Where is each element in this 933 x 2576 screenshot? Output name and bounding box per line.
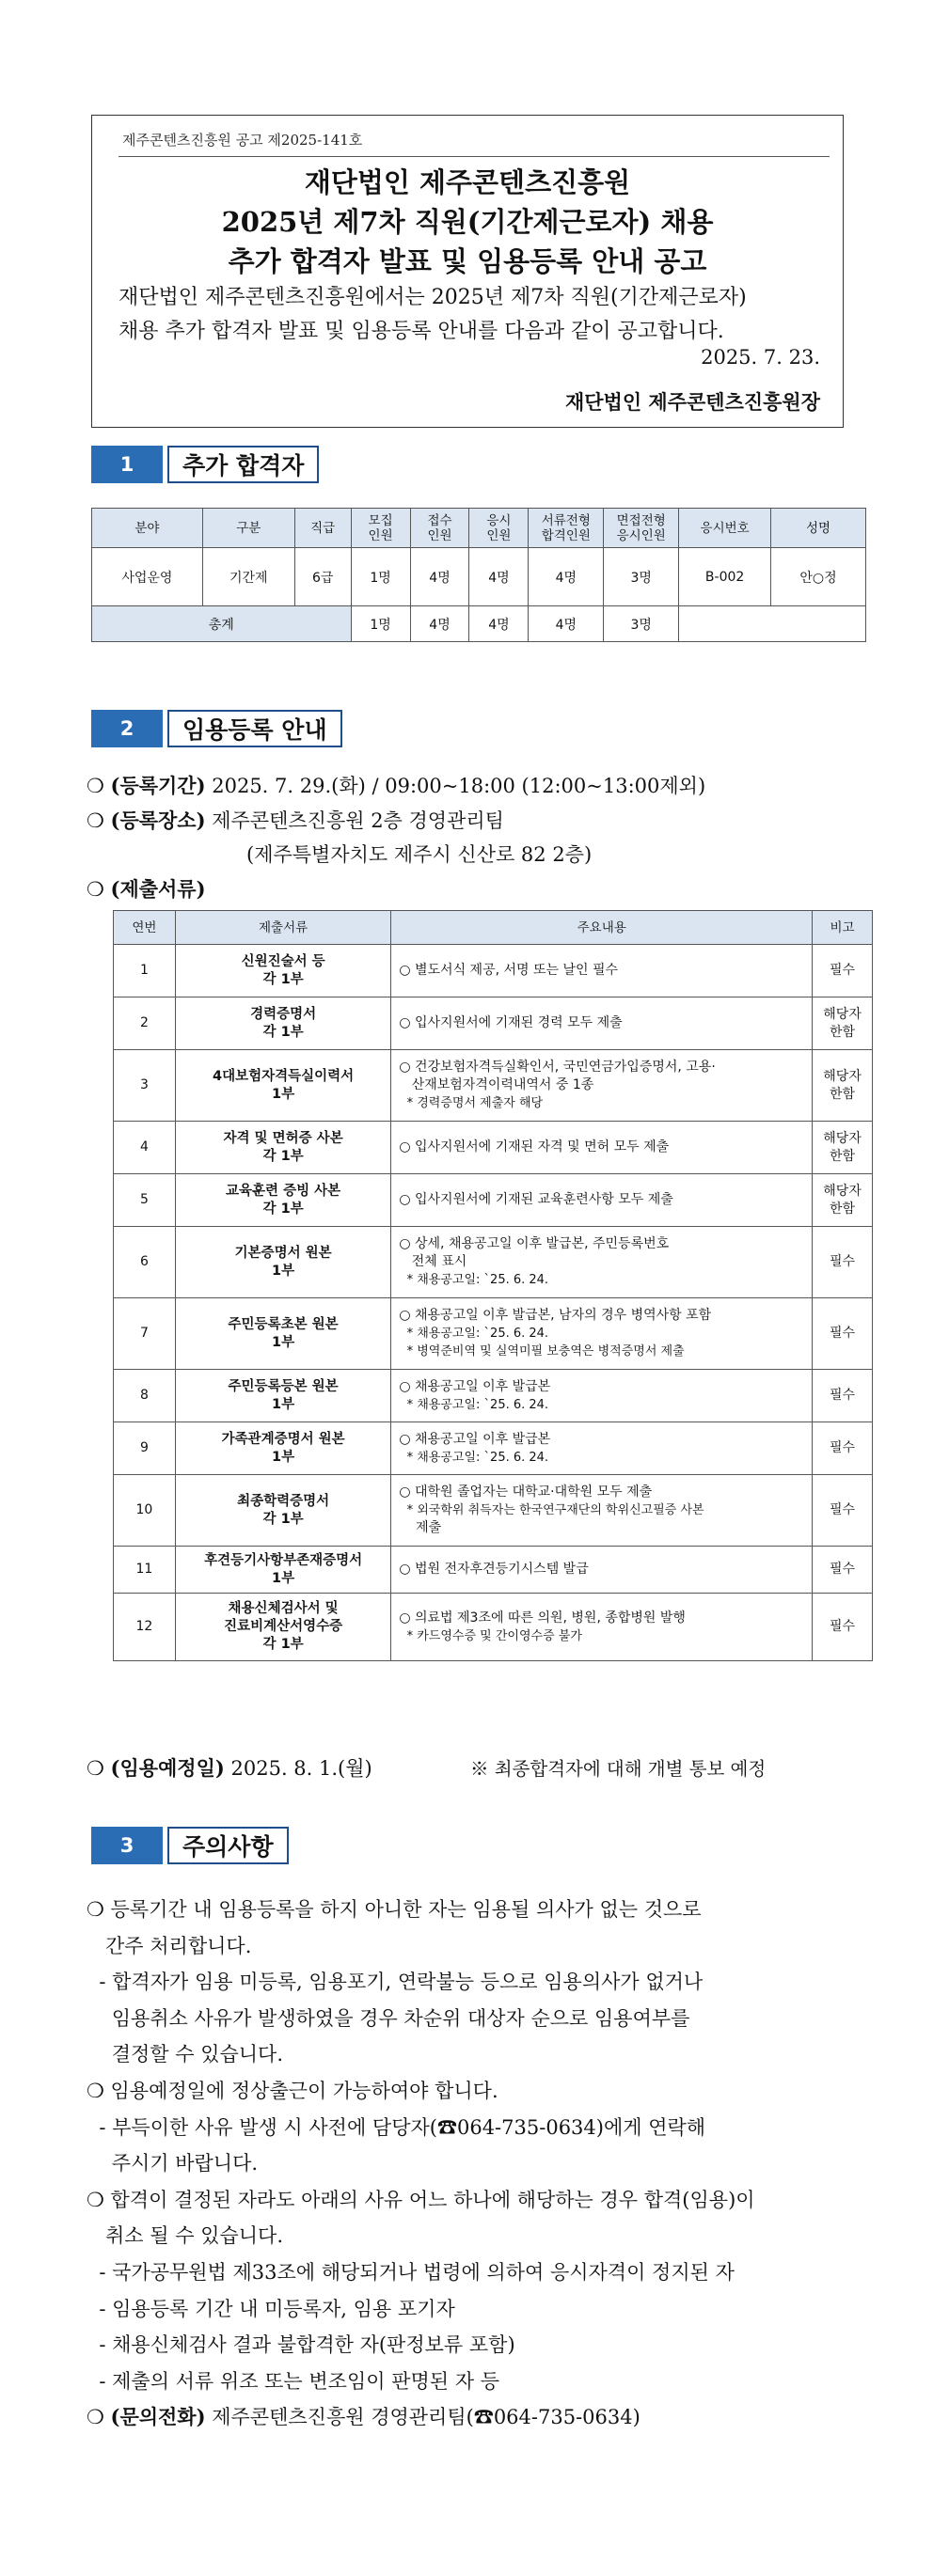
docs-cell-no: 2 bbox=[114, 997, 176, 1050]
docs-cell-main-line: ○ 채용공고일 이후 발급본 bbox=[399, 1431, 551, 1447]
bullet-icon: ❍ bbox=[87, 809, 111, 832]
appointment-date-label: (임용예정일) bbox=[110, 1756, 225, 1780]
caution-line: - 국가공무원법 제33조에 해당되거나 법령에 의하여 응시자격이 정지된 자 bbox=[87, 2260, 735, 2284]
cell-recruit: 1명 bbox=[351, 548, 410, 606]
cell-interview: 3명 bbox=[604, 548, 679, 606]
notice-title-line-1: 재단법인 제주콘텐츠진흥원 bbox=[304, 166, 631, 198]
docs-row bbox=[114, 1174, 873, 1227]
docs-cell-main bbox=[391, 1298, 813, 1370]
docs-cell-main bbox=[391, 1422, 813, 1475]
col-header-applied-text: 접수 인원 bbox=[427, 512, 452, 543]
docs-cell-doc bbox=[175, 1475, 390, 1547]
cell-applied: 4명 bbox=[410, 548, 469, 606]
cell-field: 사업운영 bbox=[92, 548, 203, 606]
total-row bbox=[92, 606, 866, 642]
registration-period bbox=[87, 773, 705, 799]
docs-cell-doc bbox=[175, 945, 390, 997]
docs-cell-main-line: * 채용공고일: `25. 6. 24. bbox=[399, 1450, 549, 1465]
docs-cell-main-line: * 병역준비역 및 실역미필 보충역은 병적증명서 제출 bbox=[399, 1344, 685, 1359]
col-header-examined bbox=[469, 509, 529, 548]
cell-name: 안○정 bbox=[771, 548, 866, 606]
docs-header-note: 비고 bbox=[813, 911, 873, 945]
docs-cell-main bbox=[391, 1475, 813, 1547]
docs-cell-doc-line: 최종학력증명서 bbox=[237, 1493, 330, 1509]
docs-cell-main-line: * 채용공고일: `25. 6. 24. bbox=[399, 1273, 549, 1287]
col-header-doc-pass-text: 서류전형 합격인원 bbox=[541, 512, 591, 543]
required-docs-heading bbox=[87, 876, 206, 903]
docs-cell-doc-line: 주민등록초본 원본 bbox=[228, 1316, 339, 1332]
docs-cell-note: 해당자 한함 bbox=[813, 1122, 873, 1174]
docs-cell-doc-line: 각 1부 bbox=[262, 1024, 304, 1040]
docs-cell-doc bbox=[175, 1547, 390, 1594]
registration-place-value: 제주콘텐츠진흥원 2층 경영관리팀 bbox=[212, 809, 504, 832]
required-docs-label: (제출서류) bbox=[110, 877, 206, 901]
bullet-icon: ❍ bbox=[87, 2406, 111, 2428]
caution-line: 취소 될 수 있습니다. bbox=[87, 2224, 284, 2248]
caution-line: 주시기 바랍니다. bbox=[87, 2152, 259, 2175]
docs-cell-no: 11 bbox=[114, 1547, 176, 1594]
caution-line: - 합격자가 임용 미등록, 임용포기, 연락불능 등으로 임용의사가 없거나 bbox=[87, 1971, 704, 1994]
docs-cell-main-line: * 외국학위 취득자는 한국연구재단의 학위신고필증 사본 bbox=[399, 1503, 704, 1517]
docs-row bbox=[114, 997, 873, 1050]
docs-cell-no: 6 bbox=[114, 1227, 176, 1298]
appointment-date-value: 2025. 8. 1.(월) bbox=[230, 1757, 372, 1780]
docs-cell-note: 필수 bbox=[813, 1422, 873, 1475]
docs-cell-doc bbox=[175, 997, 390, 1050]
docs-cell-main-line: 전체 표시 bbox=[399, 1254, 467, 1269]
docs-cell-doc-line: 기본증명서 원본 bbox=[234, 1245, 332, 1261]
docs-cell-main-line: ○ 입사지원서에 기재된 자격 및 면허 모두 제출 bbox=[399, 1139, 670, 1154]
caution-line: 임용취소 사유가 발생하였을 경우 차순위 대상자 순으로 임용여부를 bbox=[87, 2006, 690, 2030]
docs-cell-main-line: ○ 채용공고일 이후 발급본 bbox=[399, 1378, 551, 1394]
docs-cell-main-line: * 카드영수증 및 간이영수증 불가 bbox=[399, 1628, 582, 1643]
appointment-date bbox=[87, 1755, 372, 1782]
section-2-number: 2 bbox=[91, 710, 163, 747]
docs-cell-main-line: ○ 채용공고일 이후 발급본, 남자의 경우 병역사항 포함 bbox=[399, 1308, 712, 1323]
docs-cell-main-line: 제출 bbox=[399, 1520, 442, 1535]
cell-examined: 4명 bbox=[469, 548, 529, 606]
section-1-title: 추가 합격자 bbox=[167, 446, 319, 483]
docs-cell-doc-line: 가족관계증명서 원본 bbox=[221, 1431, 345, 1447]
required-docs-table bbox=[113, 910, 873, 1661]
docs-cell-main bbox=[391, 1122, 813, 1174]
docs-cell-doc-line: 교육훈련 증빙 사본 bbox=[226, 1183, 341, 1199]
docs-cell-note: 해당자 한함 bbox=[813, 1174, 873, 1227]
docs-cell-doc-line: 진료비계산서영수증 bbox=[224, 1619, 343, 1634]
cautions-list bbox=[87, 1892, 858, 2399]
docs-cell-doc-line: 각 1부 bbox=[262, 1637, 304, 1652]
table-row bbox=[92, 548, 866, 606]
docs-cell-doc-line: 경력증명서 bbox=[250, 1006, 317, 1022]
docs-cell-no: 8 bbox=[114, 1370, 176, 1422]
docs-row bbox=[114, 1422, 873, 1475]
docs-cell-no: 5 bbox=[114, 1174, 176, 1227]
caution-line: - 제출의 서류 위조 또는 변조임이 판명된 자 등 bbox=[87, 2369, 499, 2393]
docs-header-no: 연번 bbox=[114, 911, 176, 945]
notice-body-line-1: 재단법인 제주콘텐츠진흥원에서는 2025년 제7차 직원(기간제근로자) bbox=[119, 286, 747, 309]
docs-table-body bbox=[114, 945, 873, 1661]
docs-cell-main-line: * 경력증명서 제출자 해당 bbox=[399, 1096, 544, 1110]
notice-number: 제주콘텐츠진흥원 공고 제2025-141호 bbox=[122, 132, 363, 149]
docs-cell-main-line: ○ 입사지원서에 기재된 경력 모두 제출 bbox=[399, 1015, 623, 1030]
total-applied: 4명 bbox=[410, 606, 469, 642]
docs-cell-doc-line: 4대보험자격득실이력서 bbox=[213, 1068, 355, 1084]
docs-cell-note: 필수 bbox=[813, 1594, 873, 1661]
docs-cell-main bbox=[391, 1547, 813, 1594]
docs-cell-main-line: ○ 별도서식 제공, 서명 또는 날인 필수 bbox=[399, 963, 619, 978]
col-header-applied bbox=[410, 509, 469, 548]
total-examined: 4명 bbox=[469, 606, 529, 642]
caution-line: 간주 처리합니다. bbox=[87, 1934, 252, 1957]
docs-header-doc: 제출서류 bbox=[175, 911, 390, 945]
docs-cell-main-line: ○ 상세, 채용공고일 이후 발급본, 주민등록번호 bbox=[399, 1236, 670, 1251]
notice-title-line-3: 추가 합격자 발표 및 임용등록 안내 공고 bbox=[228, 245, 707, 277]
col-header-interview-text: 면접전형 응시인원 bbox=[616, 512, 666, 543]
registration-place-detail: (제주특별자치도 제주시 신산로 82 2층) bbox=[246, 843, 593, 866]
docs-cell-doc-line: 신원진술서 등 bbox=[241, 953, 325, 969]
col-header-type: 구분 bbox=[202, 509, 294, 548]
contact-value: 제주콘텐츠진흥원 경영관리팀(☎064-735-0634) bbox=[212, 2406, 640, 2428]
docs-cell-doc-line: 각 1부 bbox=[262, 1511, 304, 1527]
registration-period-value: 2025. 7. 29.(화) / 09:00~18:00 (12:00~13:00제외) bbox=[212, 775, 706, 797]
caution-line: ❍ 임용예정일에 정상출근이 가능하여야 합니다. bbox=[87, 2079, 498, 2102]
notice-title-line-2: 2025년 제7차 직원(기간제근로자) 채용 bbox=[221, 206, 714, 238]
bullet-icon: ❍ bbox=[87, 878, 111, 901]
docs-cell-main-line: 산재보험자격이력내역서 중 1종 bbox=[399, 1077, 594, 1092]
docs-cell-doc-line: 1부 bbox=[272, 1086, 295, 1102]
docs-cell-doc-line: 1부 bbox=[272, 1334, 295, 1350]
caution-line: - 채용신체검사 결과 불합격한 자(판정보류 포함) bbox=[87, 2333, 515, 2357]
registration-place bbox=[87, 808, 504, 834]
docs-cell-note: 필수 bbox=[813, 1370, 873, 1422]
docs-cell-doc-line: 각 1부 bbox=[262, 971, 304, 987]
docs-cell-no: 10 bbox=[114, 1475, 176, 1547]
notice-signature: 재단법인 제주콘텐츠진흥원장 bbox=[564, 390, 820, 414]
docs-cell-main-line: ○ 대학원 졸업자는 대학교·대학원 모두 제출 bbox=[399, 1484, 653, 1500]
docs-row bbox=[114, 1547, 873, 1594]
docs-cell-doc-line: 1부 bbox=[272, 1449, 295, 1465]
docs-cell-note: 필수 bbox=[813, 945, 873, 997]
docs-row bbox=[114, 1475, 873, 1547]
section-2-title: 임용등록 안내 bbox=[167, 710, 342, 747]
caution-line: 결정할 수 있습니다. bbox=[87, 2043, 284, 2066]
section-3-number: 3 bbox=[91, 1827, 163, 1864]
cell-exam-no: B-002 bbox=[679, 548, 771, 606]
docs-cell-doc bbox=[175, 1122, 390, 1174]
total-interview: 3명 bbox=[604, 606, 679, 642]
contact-line bbox=[87, 2404, 640, 2430]
notice-divider bbox=[119, 156, 830, 157]
caution-line: ❍ 합격이 결정된 자라도 아래의 사유 어느 하나에 해당하는 경우 합격(임용)이 bbox=[87, 2188, 755, 2211]
registration-period-label: (등록기간) bbox=[110, 774, 206, 797]
docs-cell-no: 7 bbox=[114, 1298, 176, 1370]
docs-cell-no: 3 bbox=[114, 1050, 176, 1122]
section-1-number: 1 bbox=[91, 446, 163, 483]
col-header-grade: 직급 bbox=[294, 509, 351, 548]
docs-cell-main bbox=[391, 945, 813, 997]
docs-row bbox=[114, 1122, 873, 1174]
docs-cell-main-line: * 채용공고일: `25. 6. 24. bbox=[399, 1397, 549, 1412]
caution-line: - 임용등록 기간 내 미등록자, 임용 포기자 bbox=[87, 2297, 455, 2320]
docs-cell-doc-line: 채용신체검사서 및 bbox=[228, 1601, 339, 1616]
docs-cell-doc bbox=[175, 1298, 390, 1370]
docs-cell-doc-line: 자격 및 면허증 사본 bbox=[223, 1130, 343, 1146]
docs-cell-no: 12 bbox=[114, 1594, 176, 1661]
docs-cell-doc-line: 각 1부 bbox=[262, 1201, 304, 1217]
successful-candidates-table bbox=[91, 508, 866, 642]
docs-cell-doc bbox=[175, 1050, 390, 1122]
docs-cell-note: 필수 bbox=[813, 1227, 873, 1298]
docs-cell-main bbox=[391, 1594, 813, 1661]
docs-row bbox=[114, 1227, 873, 1298]
col-header-recruit bbox=[351, 509, 410, 548]
col-header-field: 분야 bbox=[92, 509, 203, 548]
total-doc-pass: 4명 bbox=[529, 606, 604, 642]
docs-cell-main-line: ○ 건강보험자격득실확인서, 국민연금가입증명서, 고용· bbox=[399, 1060, 716, 1075]
docs-cell-note: 해당자 한함 bbox=[813, 997, 873, 1050]
docs-cell-main-line: ○ 의료법 제3조에 따른 의원, 병원, 종합병원 발행 bbox=[399, 1610, 686, 1626]
bullet-icon: ❍ bbox=[87, 1757, 111, 1780]
docs-cell-note: 필수 bbox=[813, 1547, 873, 1594]
docs-cell-doc-line: 후견등기사항부존재증명서 bbox=[204, 1552, 363, 1568]
docs-cell-main-line: ○ 법원 전자후견등기시스템 발급 bbox=[399, 1562, 589, 1577]
docs-row bbox=[114, 1370, 873, 1422]
col-header-exam-no: 응시번호 bbox=[679, 509, 771, 548]
caution-line: - 부득이한 사유 발생 시 사전에 담당자(☎064-735-0634)에게 연락해 bbox=[87, 2115, 706, 2139]
docs-cell-doc-line: 주민등록등본 원본 bbox=[228, 1378, 339, 1394]
docs-row bbox=[114, 945, 873, 997]
col-header-recruit-text: 모집 인원 bbox=[368, 512, 393, 543]
docs-cell-doc-line: 각 1부 bbox=[262, 1148, 304, 1164]
cell-grade: 6급 bbox=[294, 548, 351, 606]
docs-cell-doc-line: 1부 bbox=[272, 1263, 295, 1279]
docs-cell-note: 필수 bbox=[813, 1298, 873, 1370]
cell-doc-pass: 4명 bbox=[529, 548, 604, 606]
docs-row bbox=[114, 1050, 873, 1122]
docs-cell-main bbox=[391, 1174, 813, 1227]
section-3-title: 주의사항 bbox=[167, 1827, 289, 1864]
docs-cell-doc-line: 1부 bbox=[272, 1396, 295, 1412]
docs-header-main: 주요내용 bbox=[391, 911, 813, 945]
caution-line: ❍ 등록기간 내 임용등록을 하지 아니한 자는 임용될 의사가 없는 것으로 bbox=[87, 1898, 702, 1921]
docs-cell-main-line: ○ 입사지원서에 기재된 교육훈련사항 모두 제출 bbox=[399, 1192, 673, 1207]
docs-cell-main bbox=[391, 1227, 813, 1298]
contact-label: (문의전화) bbox=[110, 2405, 206, 2428]
col-header-doc-pass bbox=[529, 509, 604, 548]
docs-cell-no: 1 bbox=[114, 945, 176, 997]
docs-row bbox=[114, 1298, 873, 1370]
docs-row bbox=[114, 1594, 873, 1661]
cell-type: 기간제 bbox=[202, 548, 294, 606]
notice-date: 2025. 7. 23. bbox=[701, 346, 820, 369]
docs-cell-main bbox=[391, 997, 813, 1050]
docs-cell-doc bbox=[175, 1174, 390, 1227]
total-label: 총계 bbox=[92, 606, 352, 642]
docs-cell-doc bbox=[175, 1422, 390, 1475]
docs-cell-main bbox=[391, 1370, 813, 1422]
col-header-examined-text: 응시 인원 bbox=[486, 512, 512, 543]
total-recruit: 1명 bbox=[351, 606, 410, 642]
docs-cell-no: 4 bbox=[114, 1122, 176, 1174]
docs-cell-doc bbox=[175, 1594, 390, 1661]
total-blank bbox=[679, 606, 866, 642]
appointment-note: ※ 최종합격자에 대해 개별 통보 예정 bbox=[470, 1758, 767, 1780]
docs-cell-doc bbox=[175, 1370, 390, 1422]
docs-cell-doc bbox=[175, 1227, 390, 1298]
docs-cell-main-line: * 채용공고일: `25. 6. 24. bbox=[399, 1327, 549, 1341]
docs-cell-note: 해당자 한함 bbox=[813, 1050, 873, 1122]
notice-body-line-2: 채용 추가 합격자 발표 및 임용등록 안내를 다음과 같이 공고합니다. bbox=[119, 320, 724, 343]
docs-cell-doc-line: 1부 bbox=[272, 1570, 295, 1586]
registration-place-label: (등록장소) bbox=[110, 809, 206, 832]
docs-cell-main bbox=[391, 1050, 813, 1122]
docs-cell-note: 필수 bbox=[813, 1475, 873, 1547]
col-header-interview bbox=[604, 509, 679, 548]
col-header-name: 성명 bbox=[771, 509, 866, 548]
docs-cell-no: 9 bbox=[114, 1422, 176, 1475]
bullet-icon: ❍ bbox=[87, 775, 111, 797]
